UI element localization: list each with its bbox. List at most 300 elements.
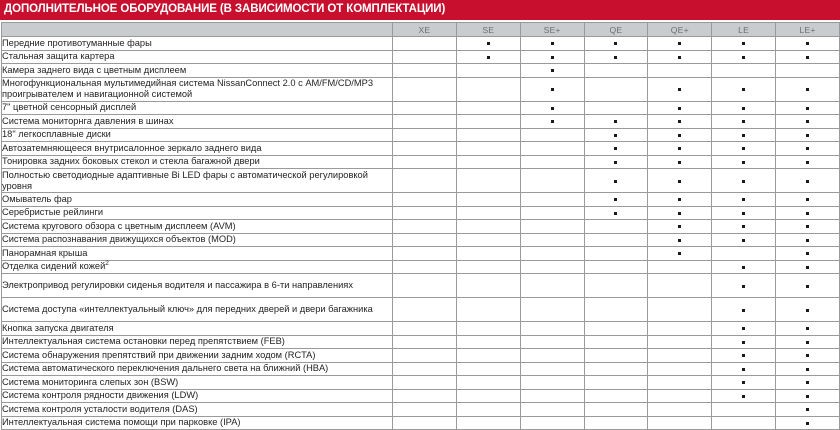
table-row [2, 37, 840, 51]
availability-dot-icon [806, 107, 809, 110]
availability-cell-se [456, 247, 520, 261]
feature-label: Серебристые рейлинги [2, 206, 393, 220]
feature-label: Камера заднего вида с цветным дисплеем [2, 64, 393, 78]
availability-cell-qe [584, 274, 648, 298]
availability-cell-qe-plus [648, 298, 712, 322]
availability-cell-le-plus [776, 362, 840, 376]
availability-cell-qe-plus [648, 403, 712, 417]
availability-cell-qe-plus [648, 247, 712, 261]
feature-label: Система кругового обзора с цветным дисплеем (AVM) [2, 220, 393, 234]
availability-dot-icon [806, 266, 809, 269]
availability-cell-se-plus [520, 142, 584, 156]
column-header-trim-xe: XE [393, 23, 457, 37]
availability-cell-le [712, 233, 776, 247]
availability-cell-se-plus [520, 389, 584, 403]
availability-dot-icon [551, 42, 554, 45]
availability-cell-qe [584, 233, 648, 247]
availability-cell-qe [584, 335, 648, 349]
availability-cell-se [456, 128, 520, 142]
availability-cell-se-plus [520, 322, 584, 336]
availability-dot-icon [806, 147, 809, 150]
column-header-trim-qe-plus: QE+ [648, 23, 712, 37]
availability-cell-le [712, 376, 776, 390]
feature-label: Передние противотуманные фары [2, 37, 393, 51]
feature-label: 7" цветной сенсорный дисплей [2, 101, 393, 115]
feature-label: Автозатемняющееся внутрисалонное зеркало заднего вида [2, 142, 393, 156]
availability-cell-qe-plus [648, 193, 712, 207]
availability-cell-se-plus [520, 77, 584, 101]
section-title-bar [0, 0, 840, 20]
availability-cell-se-plus [520, 101, 584, 115]
availability-cell-se [456, 416, 520, 430]
availability-dot-icon [742, 198, 745, 201]
availability-cell-le [712, 142, 776, 156]
availability-cell-qe [584, 37, 648, 51]
feature-label: 18" легкосплавные диски [2, 128, 393, 142]
availability-cell-se [456, 101, 520, 115]
availability-dot-icon [614, 180, 617, 183]
availability-dot-icon [806, 381, 809, 384]
availability-dot-icon [678, 198, 681, 201]
availability-cell-qe-plus [648, 416, 712, 430]
availability-dot-icon [614, 42, 617, 45]
table-row [2, 142, 840, 156]
availability-cell-qe-plus [648, 206, 712, 220]
availability-dot-icon [742, 42, 745, 45]
availability-cell-le [712, 155, 776, 169]
availability-cell-qe-plus [648, 376, 712, 390]
availability-cell-qe [584, 298, 648, 322]
availability-cell-le [712, 128, 776, 142]
availability-cell-se-plus [520, 115, 584, 129]
availability-dot-icon [678, 107, 681, 110]
availability-dot-icon [806, 120, 809, 123]
feature-label: Система распознавания движущихся объектов (MOD) [2, 233, 393, 247]
column-header-trim-le-plus: LE+ [776, 23, 840, 37]
availability-dot-icon [742, 239, 745, 242]
availability-cell-se [456, 403, 520, 417]
availability-cell-le [712, 362, 776, 376]
table-row [2, 416, 840, 430]
availability-cell-le [712, 389, 776, 403]
availability-cell-le [712, 335, 776, 349]
availability-cell-le [712, 37, 776, 51]
availability-cell-le [712, 322, 776, 336]
availability-cell-qe [584, 50, 648, 64]
availability-cell-xe [393, 247, 457, 261]
table-row [2, 403, 840, 417]
table-row [2, 362, 840, 376]
availability-cell-se [456, 169, 520, 193]
availability-cell-xe [393, 101, 457, 115]
table-row [2, 335, 840, 349]
availability-dot-icon [614, 212, 617, 215]
availability-cell-xe [393, 274, 457, 298]
availability-dot-icon [742, 266, 745, 269]
column-header-trim-qe: QE [584, 23, 648, 37]
availability-cell-qe [584, 349, 648, 363]
availability-dot-icon [806, 198, 809, 201]
availability-cell-se [456, 37, 520, 51]
availability-cell-se [456, 193, 520, 207]
availability-cell-se [456, 322, 520, 336]
availability-cell-le-plus [776, 298, 840, 322]
availability-dot-icon [614, 198, 617, 201]
availability-dot-icon [806, 225, 809, 228]
availability-cell-qe-plus [648, 50, 712, 64]
availability-dot-icon [742, 88, 745, 91]
availability-cell-le [712, 50, 776, 64]
availability-cell-qe-plus [648, 115, 712, 129]
availability-dot-icon [678, 42, 681, 45]
availability-cell-qe [584, 403, 648, 417]
availability-cell-le [712, 298, 776, 322]
availability-cell-xe [393, 206, 457, 220]
availability-dot-icon [678, 252, 681, 255]
availability-cell-se [456, 389, 520, 403]
availability-dot-icon [806, 327, 809, 330]
availability-cell-qe [584, 260, 648, 274]
availability-cell-le [712, 403, 776, 417]
table-row [2, 77, 840, 101]
availability-cell-se-plus [520, 403, 584, 417]
availability-dot-icon [806, 341, 809, 344]
availability-cell-le-plus [776, 142, 840, 156]
availability-cell-xe [393, 193, 457, 207]
availability-dot-icon [678, 212, 681, 215]
feature-label: Система контроля рядности движения (LDW) [2, 389, 393, 403]
availability-cell-le-plus [776, 274, 840, 298]
availability-cell-xe [393, 233, 457, 247]
availability-cell-se [456, 220, 520, 234]
availability-dot-icon [678, 239, 681, 242]
availability-cell-le-plus [776, 322, 840, 336]
availability-cell-xe [393, 376, 457, 390]
availability-cell-se-plus [520, 155, 584, 169]
availability-cell-qe [584, 193, 648, 207]
availability-cell-qe-plus [648, 155, 712, 169]
availability-dot-icon [806, 408, 809, 411]
availability-cell-se-plus [520, 335, 584, 349]
availability-cell-le-plus [776, 260, 840, 274]
availability-dot-icon [806, 212, 809, 215]
availability-cell-qe [584, 142, 648, 156]
availability-cell-le [712, 260, 776, 274]
availability-cell-xe [393, 142, 457, 156]
availability-cell-se-plus [520, 349, 584, 363]
availability-dot-icon [678, 56, 681, 59]
availability-dot-icon [742, 327, 745, 330]
availability-cell-le [712, 77, 776, 101]
availability-dot-icon [806, 252, 809, 255]
availability-cell-le-plus [776, 247, 840, 261]
availability-cell-qe [584, 128, 648, 142]
table-header [2, 23, 840, 37]
availability-cell-qe [584, 155, 648, 169]
availability-cell-qe-plus [648, 169, 712, 193]
availability-cell-se-plus [520, 37, 584, 51]
feature-label: Омыватель фар [2, 193, 393, 207]
availability-cell-qe-plus [648, 128, 712, 142]
availability-cell-qe-plus [648, 349, 712, 363]
availability-dot-icon [806, 309, 809, 312]
availability-cell-le-plus [776, 115, 840, 129]
availability-dot-icon [742, 120, 745, 123]
availability-dot-icon [678, 147, 681, 150]
feature-label: Система контроля усталости водителя (DAS) [2, 403, 393, 417]
availability-cell-qe-plus [648, 274, 712, 298]
availability-dot-icon [487, 42, 490, 45]
availability-cell-le-plus [776, 50, 840, 64]
availability-cell-se-plus [520, 128, 584, 142]
table-container [0, 20, 840, 430]
availability-cell-xe [393, 260, 457, 274]
availability-cell-se-plus [520, 169, 584, 193]
availability-cell-qe-plus [648, 335, 712, 349]
availability-cell-se [456, 142, 520, 156]
availability-cell-le-plus [776, 220, 840, 234]
availability-cell-se [456, 206, 520, 220]
availability-cell-qe [584, 115, 648, 129]
availability-cell-le-plus [776, 155, 840, 169]
availability-cell-qe [584, 64, 648, 78]
availability-dot-icon [614, 161, 617, 164]
availability-dot-icon [742, 56, 745, 59]
feature-label: Электропривод регулировки сиденья водителя и пассажира в 6-ти направлениях [2, 274, 393, 298]
equipment-table [1, 22, 840, 430]
availability-cell-qe-plus [648, 77, 712, 101]
column-header-trim-le: LE [712, 23, 776, 37]
table-row [2, 64, 840, 78]
availability-cell-se [456, 233, 520, 247]
availability-dot-icon [678, 88, 681, 91]
availability-cell-xe [393, 322, 457, 336]
availability-cell-qe [584, 101, 648, 115]
availability-dot-icon [806, 395, 809, 398]
table-row [2, 389, 840, 403]
availability-cell-qe [584, 206, 648, 220]
table-row [2, 169, 840, 193]
availability-cell-xe [393, 335, 457, 349]
availability-dot-icon [614, 147, 617, 150]
availability-dot-icon [742, 309, 745, 312]
availability-cell-le-plus [776, 64, 840, 78]
availability-cell-qe [584, 77, 648, 101]
availability-cell-xe [393, 220, 457, 234]
availability-dot-icon [551, 69, 554, 72]
availability-cell-qe [584, 389, 648, 403]
availability-cell-qe-plus [648, 220, 712, 234]
availability-dot-icon [742, 107, 745, 110]
availability-cell-se-plus [520, 64, 584, 78]
availability-dot-icon [806, 134, 809, 137]
table-row [2, 376, 840, 390]
availability-dot-icon [551, 56, 554, 59]
availability-dot-icon [742, 180, 745, 183]
availability-dot-icon [806, 42, 809, 45]
feature-label: Многофункциональная мультимедийная система NissanConnect 2.0 с AM/FM/CD/MP3 проигрывателем и навигационной системой [2, 77, 393, 101]
availability-cell-xe [393, 298, 457, 322]
availability-cell-qe-plus [648, 260, 712, 274]
feature-label: Интеллектуальная система помощи при парковке (IPA) [2, 416, 393, 430]
availability-dot-icon [806, 285, 809, 288]
availability-dot-icon [742, 212, 745, 215]
availability-dot-icon [806, 422, 809, 425]
table-row [2, 50, 840, 64]
availability-dot-icon [678, 180, 681, 183]
table-row [2, 298, 840, 322]
availability-cell-se [456, 376, 520, 390]
footnote-marker: 2 [105, 260, 109, 268]
availability-cell-le-plus [776, 169, 840, 193]
availability-dot-icon [678, 225, 681, 228]
availability-cell-le [712, 274, 776, 298]
table-row [2, 206, 840, 220]
column-header-feature [2, 23, 393, 37]
availability-cell-le-plus [776, 335, 840, 349]
availability-cell-xe [393, 64, 457, 78]
feature-label: Система мониторнга давления в шинах [2, 115, 393, 129]
availability-cell-le-plus [776, 403, 840, 417]
feature-label: Интеллектуальная система остановки перед препятствием (FEB) [2, 335, 393, 349]
table-row [2, 349, 840, 363]
availability-cell-se-plus [520, 416, 584, 430]
availability-cell-le-plus [776, 101, 840, 115]
availability-dot-icon [742, 285, 745, 288]
availability-dot-icon [678, 120, 681, 123]
availability-cell-xe [393, 416, 457, 430]
table-row [2, 128, 840, 142]
availability-dot-icon [742, 134, 745, 137]
availability-cell-qe [584, 416, 648, 430]
availability-cell-le [712, 115, 776, 129]
availability-cell-se [456, 349, 520, 363]
availability-dot-icon [806, 180, 809, 183]
page-title: ДОПОЛНИТЕЛЬНОЕ ОБОРУДОВАНИЕ (В ЗАВИСИМОСТИ ОТ КОМПЛЕКТАЦИИ) [4, 3, 446, 16]
availability-cell-le-plus [776, 206, 840, 220]
availability-cell-qe [584, 220, 648, 234]
availability-cell-xe [393, 50, 457, 64]
availability-dot-icon [806, 239, 809, 242]
availability-cell-qe [584, 362, 648, 376]
availability-dot-icon [806, 368, 809, 371]
table-header-row [2, 23, 840, 37]
availability-cell-se [456, 362, 520, 376]
availability-dot-icon [678, 134, 681, 137]
availability-cell-se-plus [520, 376, 584, 390]
availability-cell-se-plus [520, 206, 584, 220]
availability-cell-se [456, 77, 520, 101]
availability-dot-icon [806, 161, 809, 164]
column-header-trim-se: SE [456, 23, 520, 37]
table-row [2, 247, 840, 261]
feature-label: Панорамная крыша [2, 247, 393, 261]
availability-cell-le-plus [776, 37, 840, 51]
availability-cell-le-plus [776, 376, 840, 390]
availability-dot-icon [742, 225, 745, 228]
availability-dot-icon [614, 56, 617, 59]
availability-cell-se [456, 115, 520, 129]
availability-cell-se [456, 298, 520, 322]
availability-cell-le [712, 101, 776, 115]
table-row [2, 193, 840, 207]
table-row [2, 260, 840, 274]
availability-cell-xe [393, 128, 457, 142]
availability-cell-se [456, 260, 520, 274]
availability-dot-icon [551, 88, 554, 91]
availability-cell-le-plus [776, 389, 840, 403]
availability-cell-se [456, 335, 520, 349]
availability-cell-le [712, 416, 776, 430]
feature-label: Тонировка задних боковых стекол и стекла багажной двери [2, 155, 393, 169]
availability-cell-se [456, 274, 520, 298]
availability-cell-xe [393, 349, 457, 363]
availability-cell-qe-plus [648, 389, 712, 403]
availability-cell-le [712, 64, 776, 78]
availability-cell-qe [584, 376, 648, 390]
availability-dot-icon [742, 341, 745, 344]
feature-label: Система мониторинга слепых зон (BSW) [2, 376, 393, 390]
table-row [2, 322, 840, 336]
feature-label: Система обнаружения препятствий при движении задним ходом (RCTA) [2, 349, 393, 363]
availability-cell-le-plus [776, 349, 840, 363]
availability-cell-qe-plus [648, 233, 712, 247]
availability-dot-icon [614, 120, 617, 123]
availability-cell-xe [393, 37, 457, 51]
availability-cell-se-plus [520, 298, 584, 322]
availability-cell-xe [393, 389, 457, 403]
feature-label: Полностью светодиодные адаптивные Bi LED фары с автоматической регулировкой уровня [2, 169, 393, 193]
availability-cell-se [456, 50, 520, 64]
table-row [2, 155, 840, 169]
feature-label: Кнопка запуска двигателя [2, 322, 393, 336]
availability-cell-xe [393, 403, 457, 417]
availability-dot-icon [806, 56, 809, 59]
availability-cell-le [712, 193, 776, 207]
table-row [2, 115, 840, 129]
availability-cell-qe-plus [648, 37, 712, 51]
availability-cell-le [712, 247, 776, 261]
availability-dot-icon [742, 395, 745, 398]
availability-cell-se [456, 155, 520, 169]
availability-dot-icon [742, 368, 745, 371]
feature-label: Стальная защита картера [2, 50, 393, 64]
availability-cell-qe-plus [648, 101, 712, 115]
availability-dot-icon [742, 354, 745, 357]
availability-cell-qe [584, 247, 648, 261]
availability-cell-xe [393, 362, 457, 376]
availability-cell-le-plus [776, 416, 840, 430]
availability-cell-le-plus [776, 193, 840, 207]
availability-dot-icon [806, 354, 809, 357]
availability-cell-le [712, 220, 776, 234]
feature-label: Система автоматического переключения дальнего света на ближний (HBA) [2, 362, 393, 376]
availability-cell-le [712, 169, 776, 193]
availability-cell-se [456, 64, 520, 78]
table-row [2, 274, 840, 298]
availability-cell-qe-plus [648, 322, 712, 336]
availability-dot-icon [614, 134, 617, 137]
availability-dot-icon [742, 161, 745, 164]
table-row [2, 220, 840, 234]
availability-dot-icon [742, 147, 745, 150]
availability-cell-le-plus [776, 233, 840, 247]
availability-cell-se-plus [520, 193, 584, 207]
availability-cell-le [712, 349, 776, 363]
availability-cell-xe [393, 155, 457, 169]
availability-cell-qe-plus [648, 64, 712, 78]
availability-dot-icon [551, 120, 554, 123]
